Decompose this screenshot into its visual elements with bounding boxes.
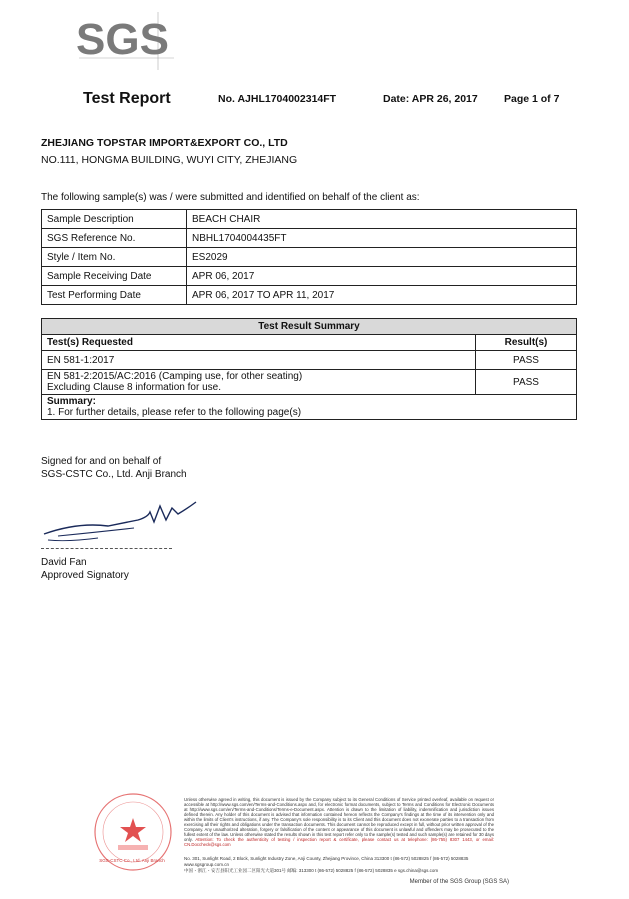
summary-title: Test Result Summary [42,319,577,335]
page-title: Test Report [83,90,171,107]
row-label: Test Performing Date [42,286,187,305]
table-row [42,210,577,229]
col-result-header: Result(s) [476,335,577,351]
result-summary-table [41,318,577,420]
table-row [42,248,577,267]
client-name: ZHEJIANG TOPSTAR IMPORT&EXPORT CO., LTD [41,137,288,149]
row-label: Style / Item No. [42,248,187,267]
page-number: Page 1 of 7 [504,93,560,105]
row-value: BEACH CHAIR [187,210,577,229]
row-label: SGS Reference No. [42,229,187,248]
col-test-header: Test(s) Requested [42,335,476,351]
intro-text: The following sample(s) was / were submitted and identified on behalf of the client as: [41,192,420,203]
signed-on-behalf: Signed for and on behalf of SGS-CSTC Co., Ltd. Anji Branch [41,456,187,480]
row-label: Sample Receiving Date [42,267,187,286]
sample-info-table [41,209,577,305]
row-value: APR 06, 2017 TO APR 11, 2017 [187,286,577,305]
signature-line [41,548,172,549]
signature-image [38,492,198,552]
signatory [41,556,129,582]
disclaimer: Unless otherwise agreed in writing, this document is issued by the Company subject to its General Conditions of Service printed overleaf, available on request or accessible at http://www.sgs.com/en/Terms-and-Conditions.aspx and, for electronic format documents, subject to Terms and Conditions for Electronic Documents at http://www.sgs.com/en/Terms-and-Conditions/Terms-e-Document.aspx. Attention is drawn to the limitation of liability, indemnification and jurisdiction issues defined therein. Any holder of this document is advised that information contained hereon reflects the Company's findings at the time of its intervention only and within the limits of Client's instructions, if any. The Company's sole responsibility is to its Client and this document does not exonerate parties to a transaction from exercising all their rights and obligations under the transaction documents. This document cannot be reproduced except in full, without prior written approval of the Company. Any unauthorized alteration, forgery or falsification of the content or appearance of this document is unlawful and offenders may be prosecuted to the fullest extent of the law. Unless otherwise stated the results shown in this test report refer only to the sample(s) tested and such sample(s) are retained for 30 days only. Attention: To check the authenticity of testing / inspection report & certificate, please contact us at telephone: (86-755) 8307 1443, or email: CN.Doccheck@sgs.com [184,797,494,847]
row-value: NBHL1704004435FT [187,229,577,248]
signatory-name: David Fan [41,557,87,568]
summary-note: Summary: 1. For further details, please refer to the following page(s) [42,395,577,420]
logo-text: SGS [76,15,169,64]
row-value: APR 06, 2017 [187,267,577,286]
table-row [42,229,577,248]
table-row [42,351,577,370]
seal-caption: SGS-CSTC Co., Ltd. Anji Branch [99,858,165,863]
signatory-role: Approved Signatory [41,570,129,581]
footer-address: No. 301, Sunlight Road, 2 Block, Sunlight Industry Zone, Anji County, Zhejiang Province, China 313300 t (86-572) 5028825 f (86-572) 5028835 www.sgsgroup.com.cn 中国・浙江・安吉县阳光工业园二区阳光大道301号 邮编: 313300 t (86-572) 5028825 f (86-572) 5028835 e sgs.china@sgs.com [184,856,469,873]
client-address: NO.111, HONGMA BUILDING, WUYI CITY, ZHEJIANG [41,154,298,166]
report-date: Date: APR 26, 2017 [383,93,478,105]
test-result: PASS [476,370,577,395]
company-seal [88,790,178,880]
test-name: EN 581-2:2015/AC:2016 (Camping use, for other seating) Excluding Clause 8 information for use. [42,370,476,395]
table-row [42,286,577,305]
row-value: ES2029 [187,248,577,267]
member-note: Member of the SGS Group (SGS SA) [409,879,509,885]
test-name: EN 581-1:2017 [42,351,476,370]
report-number: No. AJHL1704002314FT [218,93,337,105]
row-label: Sample Description [42,210,187,229]
table-row [42,267,577,286]
sgs-logo [74,12,174,70]
attention-note: Attention: To check the authenticity of testing / inspection report & certificate, please contact us at telephone: (86-755) 8307 1443, or email: CN.Doccheck@sgs.com [184,837,494,847]
test-result: PASS [476,351,577,370]
table-row [42,370,577,395]
